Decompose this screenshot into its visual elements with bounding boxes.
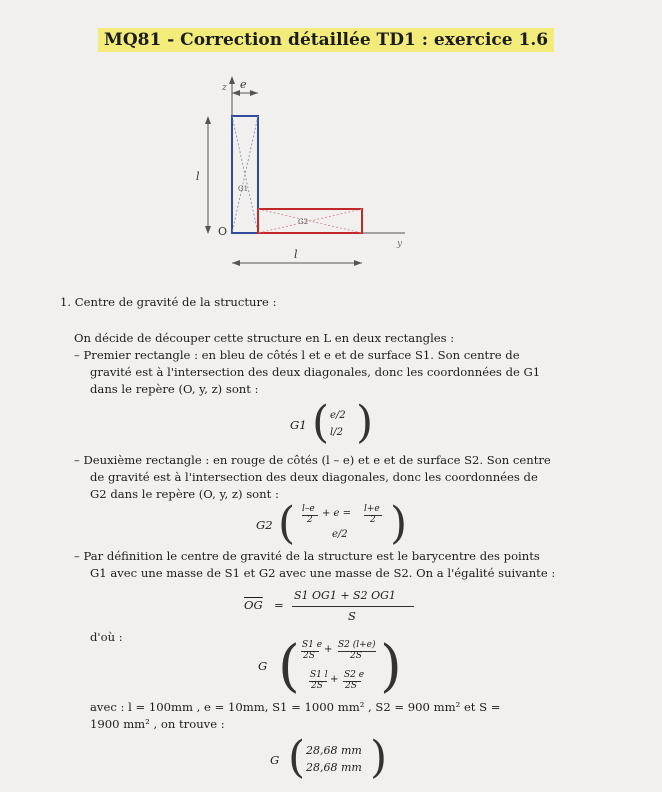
- g1-coordinates: [290, 397, 390, 448]
- final-point: G: [270, 753, 280, 767]
- g1-label: G1: [238, 185, 249, 193]
- g2-coordinates: [256, 498, 416, 549]
- g1-left-paren: (: [312, 397, 330, 448]
- res-plus-2: +: [330, 674, 339, 685]
- g2-right-paren: ): [390, 498, 408, 549]
- res-r1b-den: 2S: [350, 651, 362, 661]
- y-axis-label: y: [397, 239, 403, 249]
- g2-coord1a: l–e: [302, 504, 315, 514]
- structure-figure: [190, 68, 420, 273]
- bullet3-line1: – Par définition le centre de gravité de la structure est le barycentre des points: [74, 549, 540, 563]
- res-r1a-den: 2S: [303, 651, 315, 661]
- res-r2a-num: S1 l: [310, 670, 328, 680]
- final-result: [270, 732, 400, 783]
- final-right-paren: ): [370, 732, 388, 783]
- final-coord1: 28,68 mm: [306, 744, 362, 757]
- barycentre-equation: [244, 585, 444, 629]
- g1-coord2: l/2: [330, 427, 343, 438]
- avec-line2: 1900 mm² , on trouve :: [90, 717, 225, 731]
- e-label: e: [240, 78, 247, 91]
- res-r2b-den: 2S: [345, 681, 357, 691]
- g2-left-paren: (: [278, 498, 296, 549]
- res-r1a-num: S1 e: [302, 640, 323, 650]
- intro-text: On décide de découper cette structure en L en deux rectangles :: [74, 331, 455, 345]
- g-result-point: G: [258, 659, 268, 673]
- bullet2-line3: G2 dans le repère (O, y, z) sont :: [90, 487, 279, 501]
- g2-coord1e: 2: [370, 515, 376, 525]
- z-axis-label: z: [222, 83, 227, 93]
- og-lhs: $\overline{OG}$: [244, 598, 263, 612]
- final-left-paren: (: [288, 732, 306, 783]
- equation-denominator: S: [348, 609, 356, 623]
- g2-point: G2: [256, 518, 273, 532]
- g2-coord2: e/2: [332, 529, 348, 540]
- origin-label: O: [218, 225, 228, 238]
- bullet1-line3: dans le repère (O, y, z) sont :: [90, 382, 259, 396]
- bullet2-line2: de gravité est à l'intersection des deux diagonales, donc les coordonnées de: [90, 470, 538, 484]
- g1-coord1: e/2: [330, 410, 346, 421]
- section-heading: 1. Centre de gravité de la structure :: [60, 295, 277, 309]
- g1-point: G1: [290, 418, 307, 432]
- g1-right-paren: ): [356, 397, 374, 448]
- l-vertical-label: l: [196, 170, 200, 183]
- res-r2a-den: 2S: [311, 681, 323, 691]
- equals-sign: =: [274, 598, 284, 612]
- g-result: [258, 634, 408, 699]
- z-axis-arrow: [229, 76, 235, 84]
- l-horizontal-label: l: [294, 248, 298, 261]
- g2-coord1b: 2: [307, 515, 313, 525]
- res-r1b-num: S2 (l+e): [338, 640, 376, 650]
- g-result-left-paren: (: [278, 634, 300, 699]
- fraction-bar: [292, 606, 414, 607]
- g2-coord1c: + e =: [322, 508, 352, 519]
- bullet1-line1: – Premier rectangle : en bleu de côtés l et e et de surface S1. Son centre de: [74, 348, 520, 362]
- bullet3-line2: G1 avec une masse de S1 et G2 avec une masse de S2. On a l'égalité suivante :: [90, 566, 556, 580]
- res-r2b-num: S2 e: [344, 670, 365, 680]
- bullet1-line2: gravité est à l'intersection des deux diagonales, donc les coordonnées de G1: [90, 365, 541, 379]
- bullet2-line1: – Deuxième rectangle : en rouge de côtés (l – e) et e et de surface S2. Son centre: [74, 453, 551, 467]
- page-title: MQ81 - Correction détaillée TD1 : exercice 1.6: [98, 28, 554, 52]
- dou-text: d'où :: [90, 630, 123, 644]
- avec-line1: avec : l = 100mm , e = 10mm, S1 = 1000 mm² , S2 = 900 mm² et S =: [90, 700, 501, 714]
- g2-label: G2: [298, 218, 309, 226]
- equation-numerator: S1 OG1 + S2 OG1: [294, 589, 396, 602]
- g-result-right-paren: ): [380, 634, 402, 699]
- g2-coord1d: l+e: [364, 504, 380, 514]
- res-plus-1: +: [324, 644, 333, 655]
- final-coord2: 28,68 mm: [306, 761, 362, 774]
